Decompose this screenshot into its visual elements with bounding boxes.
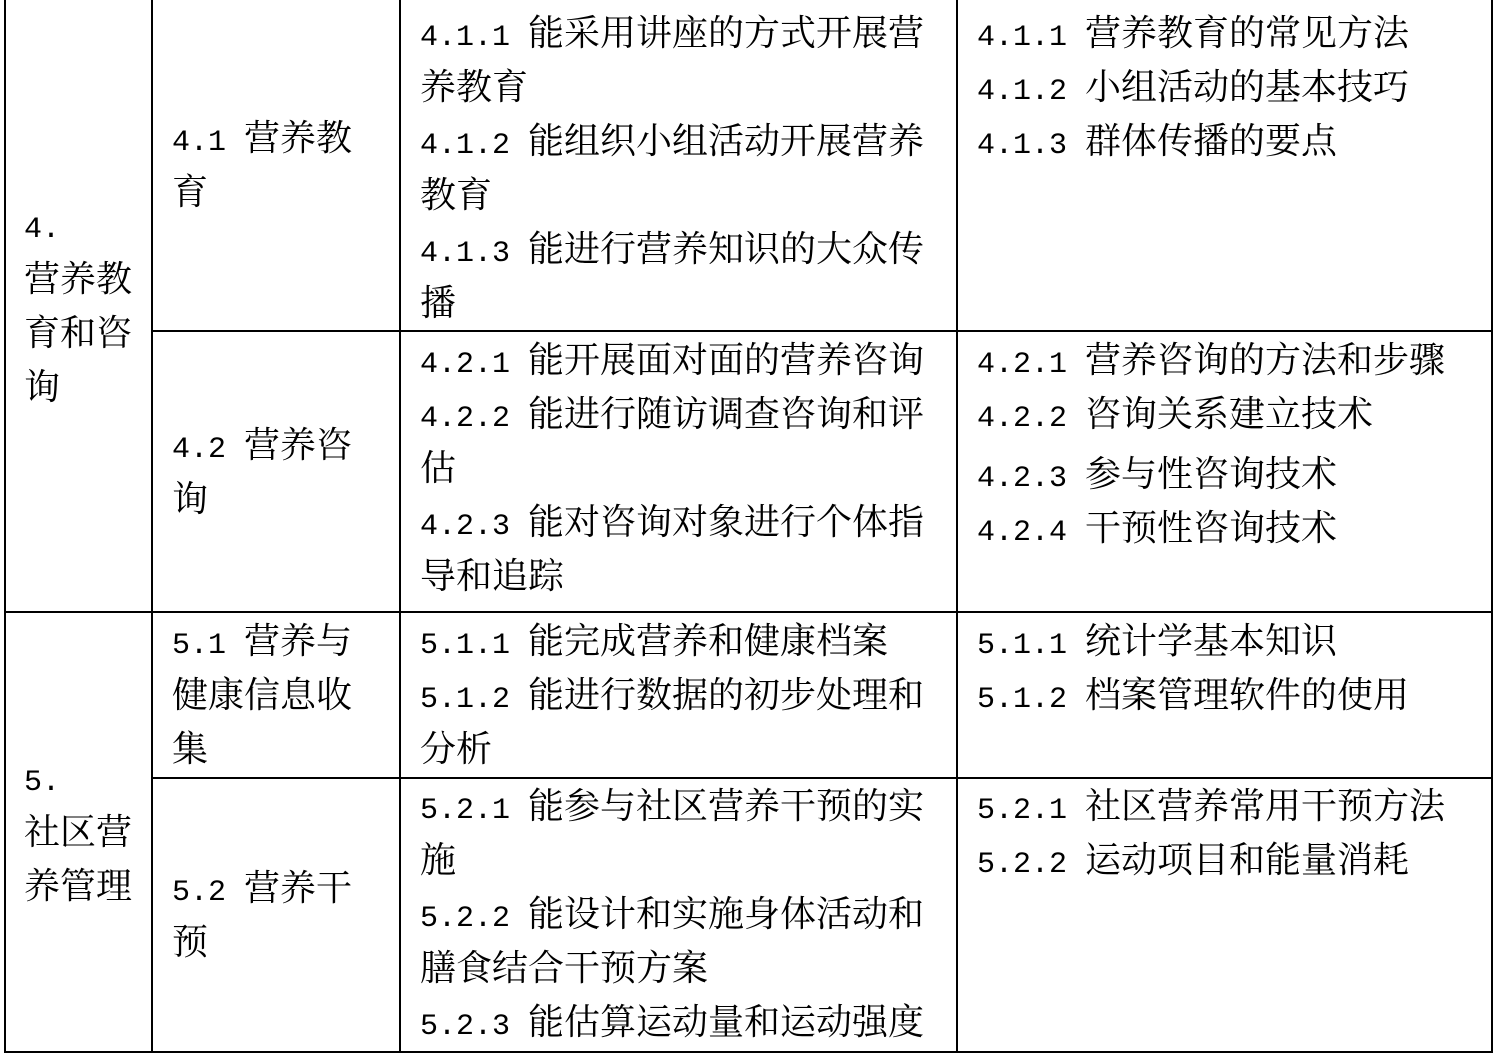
skill-text-line: 施 (420, 840, 457, 880)
skill-text: 能进行营养知识的大众传 (528, 229, 925, 269)
skills-cell (400, 779, 957, 1051)
skill-code: 4.1.3 (420, 237, 511, 271)
unit-title-line: 预 (172, 922, 209, 962)
skill-text: 能开展面对面的营养咨询 (528, 340, 925, 380)
knowledge-item (977, 614, 1492, 668)
skill-item (420, 387, 957, 495)
skill-text: 能参与社区营养干预的实 (528, 786, 925, 826)
unit-cell (152, 779, 400, 1051)
section-cell (5, 613, 152, 1051)
skill-text-line (420, 668, 957, 722)
unit-code: 4.1 (172, 126, 227, 160)
table-border-bottom (4, 1051, 1493, 1053)
unit-title-line (172, 111, 400, 165)
knowledge-text: 社区营养常用干预方法 (1085, 786, 1446, 826)
unit-title-text: 营养与 (244, 621, 353, 661)
unit-code: 5.2 (172, 876, 227, 910)
unit-title-line: 集 (172, 729, 209, 769)
skill-code: 4.1.1 (420, 21, 511, 55)
skill-text: 能对咨询对象进行个体指 (528, 502, 925, 542)
knowledge-text: 运动项目和能量消耗 (1085, 840, 1410, 880)
section-code-line (24, 751, 152, 805)
knowledge-text: 群体传播的要点 (1085, 121, 1338, 161)
knowledge-item (977, 779, 1492, 833)
knowledge-code: 4.1.1 (977, 21, 1068, 55)
knowledge-text: 营养教育的常见方法 (1085, 13, 1410, 53)
skill-text-line: 分析 (420, 729, 493, 769)
skill-item (420, 114, 957, 222)
skill-code: 4.2.1 (420, 348, 511, 382)
knowledge-code: 4.2.2 (977, 402, 1068, 436)
knowledge-text: 参与性咨询技术 (1085, 454, 1338, 494)
skill-item (420, 6, 957, 114)
knowledge-item (977, 387, 1492, 441)
knowledge-item (977, 114, 1492, 168)
unit-title-line: 询 (172, 478, 209, 519)
knowledge-code: 5.1.1 (977, 629, 1068, 663)
knowledge-cell (957, 779, 1492, 1051)
skill-text: 能进行随访调查咨询和评 (528, 394, 925, 434)
unit-title-line (172, 861, 400, 915)
knowledge-code: 5.1.2 (977, 683, 1068, 717)
knowledge-item (977, 501, 1492, 555)
skill-text-line (420, 614, 957, 668)
knowledge-code: 4.1.2 (977, 75, 1068, 109)
knowledge-item (977, 333, 1492, 387)
skill-text-line (420, 114, 957, 168)
unit-title-line (172, 418, 400, 472)
knowledge-text: 咨询关系建立技术 (1085, 394, 1374, 434)
knowledge-item (977, 833, 1492, 887)
unit-title-text: 营养干 (244, 868, 353, 908)
skill-text: 能组织小组活动开展营养 (528, 121, 925, 161)
knowledge-cell (957, 613, 1492, 777)
skills-cell (400, 0, 957, 330)
skill-text-line: 播 (420, 283, 457, 323)
knowledge-code: 4.2.1 (977, 348, 1068, 382)
section-title-line: 养管理 (24, 866, 133, 906)
skill-item (420, 222, 957, 330)
knowledge-code: 4.2.3 (977, 462, 1068, 496)
unit-code: 5.1 (172, 629, 227, 663)
knowledge-item (977, 6, 1492, 60)
skill-text-line: 养教育 (420, 67, 529, 107)
skill-code: 4.2.3 (420, 510, 511, 544)
unit-title-text: 营养咨 (244, 424, 353, 465)
section-code: 4. (24, 212, 61, 247)
knowledge-code: 5.2.2 (977, 848, 1068, 882)
unit-title-line: 健康信息收 (172, 675, 353, 715)
unit-cell (152, 332, 400, 611)
section-title-line: 营养教 (24, 258, 133, 299)
knowledge-item (977, 668, 1492, 722)
skill-text: 能估算运动量和运动强度 (528, 1002, 925, 1042)
skill-item (420, 995, 957, 1049)
skill-text-line (420, 779, 957, 833)
unit-title-line: 育 (172, 172, 209, 212)
skill-item (420, 779, 957, 887)
knowledge-text: 小组活动的基本技巧 (1085, 67, 1410, 107)
unit-cell (152, 613, 400, 777)
skill-text: 能进行数据的初步处理和 (528, 675, 925, 715)
skill-code: 5.1.2 (420, 683, 511, 717)
skill-item (420, 614, 957, 668)
skill-text-line (420, 333, 957, 387)
skill-item (420, 333, 957, 387)
knowledge-cell (957, 0, 1492, 330)
section-cell (5, 0, 152, 611)
section-title-line: 育和咨 (24, 312, 133, 353)
skill-code: 4.1.2 (420, 129, 511, 163)
unit-cell (152, 0, 400, 330)
skill-text-line (420, 995, 957, 1049)
knowledge-text: 营养咨询的方法和步骤 (1085, 340, 1446, 380)
skill-code: 5.2.3 (420, 1010, 511, 1044)
skill-code: 4.2.2 (420, 402, 511, 436)
skill-item (420, 887, 957, 995)
section-title-line: 社区营 (24, 812, 133, 852)
knowledge-item (977, 60, 1492, 114)
skill-text-line (420, 387, 957, 441)
skill-text-line: 教育 (420, 175, 493, 215)
knowledge-text: 统计学基本知识 (1085, 621, 1338, 661)
skill-code: 5.2.2 (420, 902, 511, 936)
skill-text: 能完成营养和健康档案 (528, 621, 889, 661)
skill-text-line (420, 222, 957, 276)
skill-text-line (420, 6, 957, 60)
section-title-line: 询 (24, 366, 61, 407)
skill-text-line (420, 887, 957, 941)
knowledge-code: 4.1.3 (977, 129, 1068, 163)
skill-code: 5.1.1 (420, 629, 511, 663)
unit-title-line (172, 614, 400, 668)
knowledge-item (977, 447, 1492, 501)
skills-cell (400, 332, 957, 611)
unit-title-text: 营养教 (244, 118, 353, 158)
skill-text-line: 估 (420, 448, 457, 488)
knowledge-code: 5.2.1 (977, 794, 1068, 828)
skill-item (420, 495, 957, 603)
skill-item (420, 668, 957, 776)
skill-text-line: 膳食结合干预方案 (420, 948, 709, 988)
knowledge-cell (957, 332, 1492, 611)
knowledge-text: 干预性咨询技术 (1085, 508, 1338, 548)
section-code-line (24, 198, 152, 252)
skills-cell (400, 613, 957, 777)
knowledge-text: 档案管理软件的使用 (1085, 675, 1410, 715)
unit-code: 4.2 (172, 432, 227, 467)
skill-text: 能采用讲座的方式开展营 (528, 13, 925, 53)
skill-text: 能设计和实施身体活动和 (528, 894, 925, 934)
skill-text-line (420, 495, 957, 549)
section-code: 5. (24, 766, 61, 800)
skill-text-line: 导和追踪 (420, 556, 565, 596)
knowledge-code: 4.2.4 (977, 516, 1068, 550)
skill-code: 5.2.1 (420, 794, 511, 828)
